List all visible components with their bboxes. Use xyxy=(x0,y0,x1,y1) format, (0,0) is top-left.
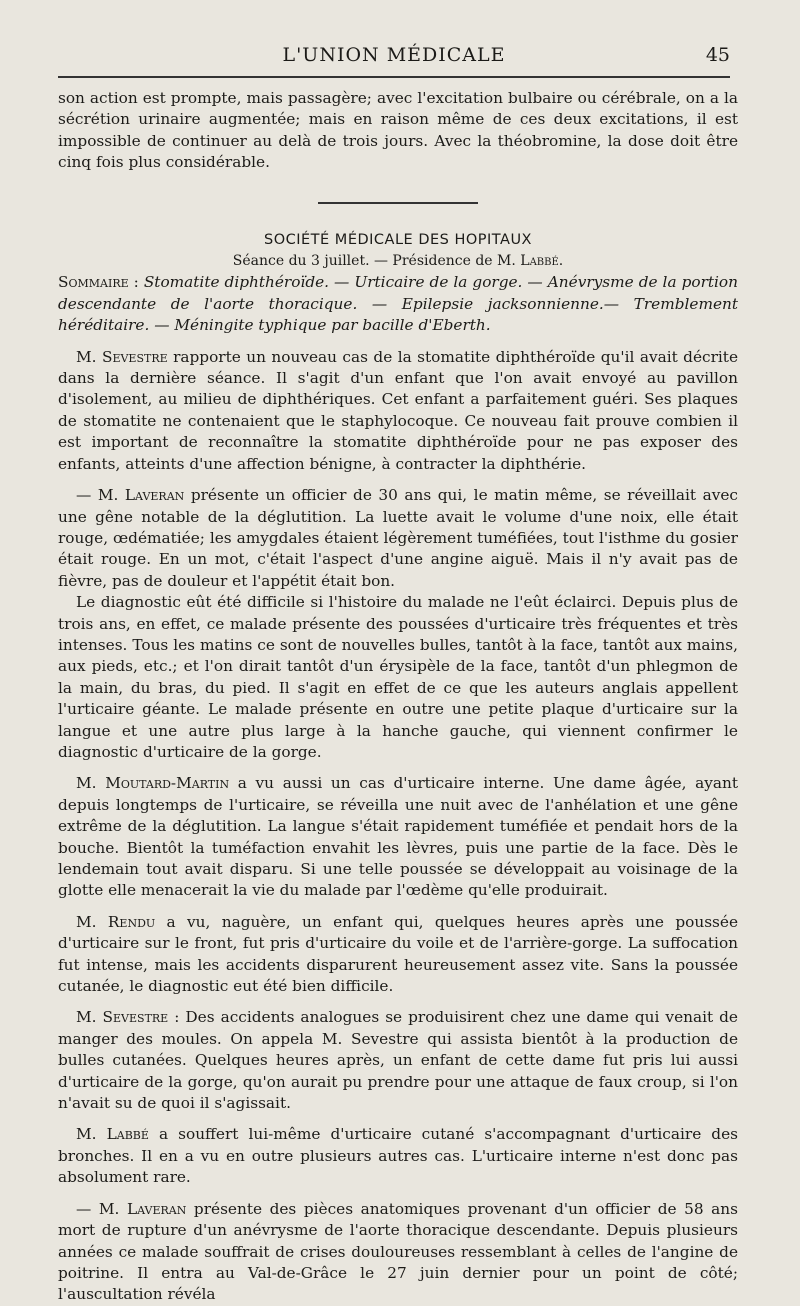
summary xyxy=(58,272,738,336)
session-line xyxy=(58,251,738,272)
section-divider xyxy=(318,202,478,204)
speaker-name: Moutard-Martin xyxy=(105,774,230,793)
speaker-name: Laveran xyxy=(126,1199,187,1218)
paragraph-sevestre-2 xyxy=(58,1007,738,1114)
speaker-name: Labbé xyxy=(106,1125,149,1144)
paragraph-diagnostic xyxy=(58,592,738,763)
paragraph-labbe xyxy=(58,1124,738,1188)
session-prefix: Séance du 3 juillet. — Présidence de M. xyxy=(232,253,521,270)
paragraph-prefix: M. xyxy=(76,347,102,366)
summary-lead: Sommaire : xyxy=(58,273,139,292)
section-title: SOCIÉTÉ MÉDICALE DES HOPITAUX xyxy=(264,231,532,248)
speaker-name: Sevestre xyxy=(101,347,168,366)
intro-paragraph: son action est prompte, mais passagère; avec l'excitation bulbaire ou cérébrale, on a la sécrétion urinaire augmentée; mais en raison même de ces deux excitations, il est impossible de continuer au delà de trois jours. Avec la théobromine, la dose doit être cinq fois plus considérable. xyxy=(58,89,738,172)
speaker-name: Sevestre xyxy=(102,1008,169,1027)
running-title: L'UNION MÉDICALE xyxy=(282,44,506,66)
paragraph-text: présente des pièces anatomiques provenant d'un officier de 58 ans mort de rupture d'un anévrysme de l'aorte thoracique descendante. Depuis plusieurs années ce malade souffrait de crises douloureuses ressemblant à celles de l'angine de poitrine. Il entra au Val-de-Grâce le 27 juin dernier pour un point de côté; l'auscultation révéla xyxy=(58,1199,738,1304)
paragraph-text: a vu aussi un cas d'urticaire interne. Une dame âgée, ayant depuis longtemps de l'urticaire, se réveilla une nuit avec de l'anhélation et une gêne extrême de la déglutition. La langue s'était rapidement tuméfiée et pendait hors de la bouche. Bientôt la tuméfaction envahit les lèvres, puis une partie de la face. Dès le lendemain tout avait disparu. Si une telle poussée se développait au voisinage de la glotte elle menacerait la vie du malade par l'œdème qu'elle produirait. xyxy=(58,774,738,900)
paragraph-text: présente un officier de 30 ans qui, le matin même, se réveillait avec une gêne notable de la déglutition. La luette avait le volume d'une noix, elle était rouge, œdématiée; les amygdales étaient légèrement tuméfiées, tout l'isthme du gosier était rouge. En un mot, c'était l'aspect d'une angine aiguë. Mais il n'y avait pas de fièvre, pas de douleur et l'appétit était bon. xyxy=(58,486,738,590)
paragraph-text: Le diagnostic eût été difficile si l'histoire du malade ne l'eût éclairci. Depuis plus de trois ans, en effet, ce malade présente des poussées d'urticaire très fréquentes et très intenses. Tous les matins ce sont de nouvelles bulles, tantôt à la face, tantôt aux mains, aux pieds, etc.; et l'on dirait tantôt d'un érysipèle de la face, tantôt d'un phlegmon de la main, du bras, du pied. Il s'agit en effet de ce que les auteurs anglais appellent l'urticaire géante. Le malade présente en outre une petite plaque d'urticaire sur la langue et une autre plus large à la hanche gauche, qui viennent confirmer le diagnostic d'urticaire de la gorge. xyxy=(58,593,738,761)
paragraph-prefix: M. xyxy=(76,912,108,931)
paragraph-prefix: M. xyxy=(76,1125,107,1144)
paragraph-text: rapporte un nouveau cas de la stomatite diphthéroïde qu'il avait décrite dans la dernière séance. Il s'agit d'un enfant que l'on avait envoyé au pavillon d'isolement, au milieu de diphthériques. Cet enfant a parfaitement guéri. Ses plaques de stomatite ne contenaient que le staphylocoque. Ce nouveau fait prouve combien il est important de reconnaître la stomatite diphthéroïde pour ne pas exposer des enfants, atteints d'une affection bénigne, à contracter la diphthérie. xyxy=(58,347,738,473)
paragraph-laveran-1 xyxy=(58,485,738,592)
page-number: 45 xyxy=(705,44,730,66)
paragraph-prefix: — M. xyxy=(76,486,125,505)
paragraph-text: a souffert lui-même d'urticaire cutané s'accompagnant d'urticaire des bronches. Il en a vu en outre plusieurs autres cas. L'urticaire interne n'est donc pas absolument rare. xyxy=(58,1125,738,1187)
paragraph-rendu xyxy=(58,912,738,998)
paragraph-prefix: M. xyxy=(76,1008,103,1027)
summary-items: Stomatite diphthéroïde. — Urticaire de la gorge. — Anévrysme de la portion descendante de l'aorte thoracique. — Epilepsie jacksonnienne.— Tremblement héréditaire. — Méningite typhique par bacille d'Eberth. xyxy=(58,273,738,335)
paragraph-prefix: — M. xyxy=(76,1199,127,1218)
speaker-name: Laveran xyxy=(124,486,185,505)
paragraph-moutard-martin xyxy=(58,773,738,901)
page-body xyxy=(58,88,738,1306)
paragraph-prefix: M. xyxy=(76,774,106,793)
page-header xyxy=(58,44,730,74)
paragraph-text: a vu, naguère, un enfant qui, quelques heures après une poussée d'urticaire sur le front, fut pris d'urticaire du voile et de l'arrière-gorge. La suffocation fut intense, mais les accidents disparurent heureusement assez vite. Sans la poussée cutanée, le diagnostic eut été bien difficile. xyxy=(58,912,739,996)
paragraph-sevestre-1 xyxy=(58,347,738,475)
paragraph-laveran-2 xyxy=(58,1199,738,1306)
header-rule xyxy=(58,76,730,78)
paragraph-text: : Des accidents analogues se produisirent chez une dame qui venait de manger des moules. On appela M. Sevestre qui assista bientôt à la production de bulles cutanées. Quelques heures après, un enfant de cette dame fut pris lui aussi d'urticaire de la gorge, qu'on aurait pu prendre pour une attaque de faux croup, si l'on n'avait su de quoi il s'agissait. xyxy=(58,1008,738,1113)
speaker-name: Rendu xyxy=(107,912,156,931)
session-president: Labbé. xyxy=(520,253,564,270)
